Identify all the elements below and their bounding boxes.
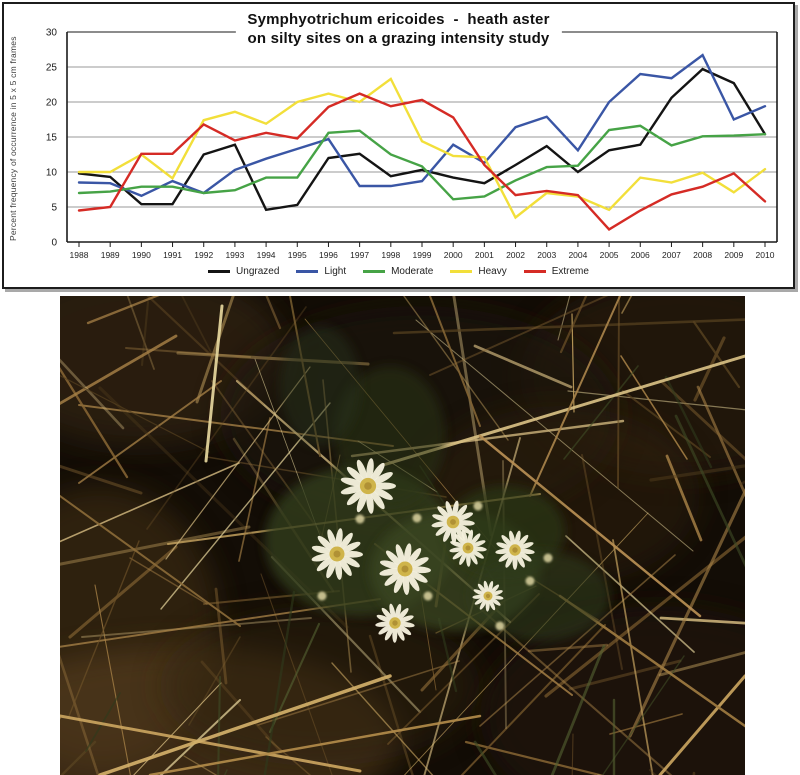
legend-swatch-icon [450, 270, 472, 273]
x-tick-label: 2007 [661, 250, 681, 260]
y-tick-label: 5 [51, 202, 57, 214]
x-tick-label: 2003 [537, 250, 557, 260]
legend-label: Ungrazed [236, 265, 280, 277]
chart-title-line1: Symphyotrichum ericoides - heath aster [247, 11, 550, 28]
x-tick-label: 1990 [131, 250, 151, 260]
flower-bud [356, 515, 365, 524]
legend-swatch-icon [363, 270, 385, 273]
y-tick-label: 20 [45, 97, 57, 109]
x-tick-label: 1998 [381, 250, 401, 260]
y-axis-label: Percent frequency of occurrence in 5 x 5 cm frames [8, 36, 18, 242]
flower-bud [318, 592, 327, 601]
legend-label: Heavy [478, 265, 507, 277]
legend-label: Moderate [391, 265, 434, 277]
x-tick-label: 1995 [287, 250, 307, 260]
x-tick-label: 1999 [412, 250, 432, 260]
heath-aster-photo [60, 296, 745, 775]
x-tick-label: 2002 [506, 250, 526, 260]
y-tick-label: 25 [45, 62, 57, 74]
legend-swatch-icon [296, 270, 318, 273]
x-tick-label: 2000 [443, 250, 463, 260]
legend-item-ungrazed [208, 266, 279, 277]
foliage [280, 326, 360, 446]
flower-bud [496, 622, 505, 631]
x-tick-label: 2009 [724, 250, 744, 260]
legend-item-moderate [363, 266, 433, 277]
legend-item-extreme [524, 266, 589, 277]
y-tick-label: 10 [45, 167, 57, 179]
legend-item-heavy [450, 266, 506, 277]
chart-title [235, 9, 561, 49]
legend-label: Light [324, 265, 347, 277]
x-tick-label: 2004 [568, 250, 588, 260]
x-tick-label: 1996 [318, 250, 338, 260]
x-tick-label: 1991 [163, 250, 183, 260]
x-tick-label: 1989 [100, 250, 120, 260]
y-tick-label: 0 [51, 237, 57, 249]
x-tick-label: 2010 [755, 250, 775, 260]
x-tick-label: 2005 [599, 250, 619, 260]
x-tick-label: 1997 [350, 250, 370, 260]
x-tick-label: 2001 [474, 250, 494, 260]
flower-bud [413, 514, 422, 523]
x-tick-label: 2008 [693, 250, 713, 260]
x-tick-label: 2006 [630, 250, 650, 260]
y-tick-label: 15 [45, 132, 57, 144]
chart-legend [4, 262, 793, 280]
chart-title-line2: on silty sites on a grazing intensity study [247, 30, 550, 47]
flower-bud [544, 554, 553, 563]
x-tick-label: 1988 [69, 250, 89, 260]
legend-label: Extreme [551, 265, 589, 277]
legend-swatch-icon [524, 270, 546, 273]
y-tick-label: 30 [45, 27, 57, 39]
series-line-light [79, 55, 765, 196]
x-tick-label: 1992 [194, 250, 214, 260]
grazing-chart-panel [2, 2, 795, 289]
x-tick-label: 1993 [225, 250, 245, 260]
flower-bud [424, 592, 433, 601]
x-tick-label: 1994 [256, 250, 276, 260]
legend-swatch-icon [208, 270, 230, 273]
legend-item-light [296, 266, 346, 277]
flower-bud [474, 502, 483, 511]
flower-bud [526, 577, 535, 586]
